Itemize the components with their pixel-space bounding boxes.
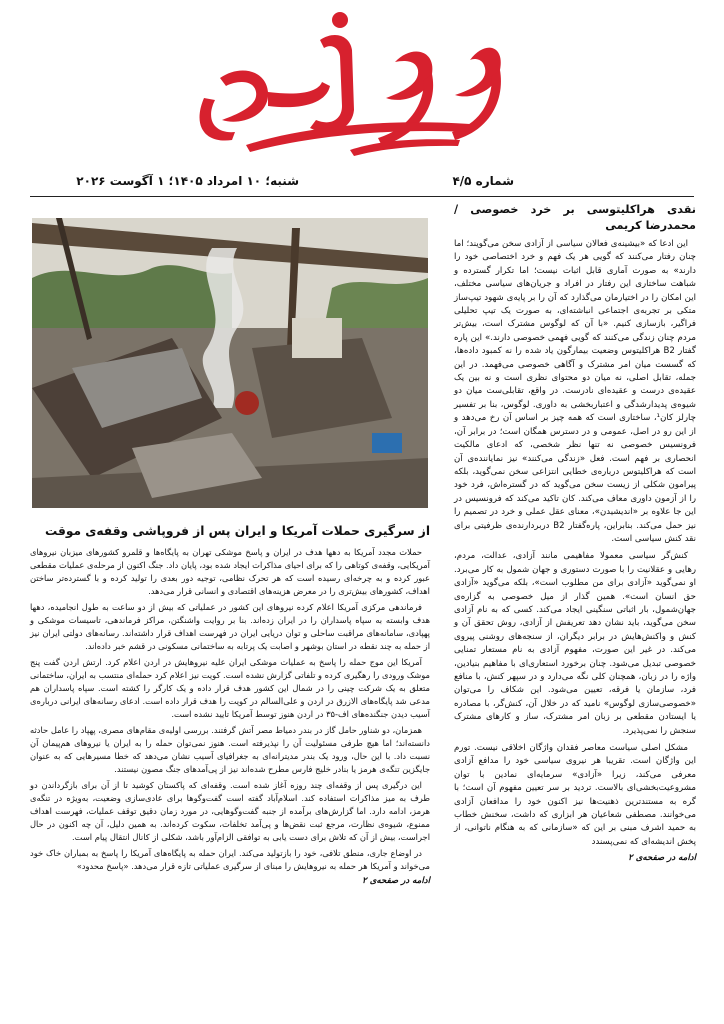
- news-paragraph: در اوضاع جاری، منطق تلافی، خود را بازتولید می‌کند. ایران حمله به پایگاه‌های آمریکا را پاسخ به بمباران خاک خود می‌خواند و آمریکا هر حمله به نیروهایش را مبنای از سرگیری عملیاتی تازه قرار می‌دهد. «پاسخ محدود»: [30, 848, 430, 871]
- news-headline: از سرگیری حملات آمریکا و ایران پس از فروپاشی وقفه‌ی موقت: [44, 524, 430, 538]
- news-continued-link[interactable]: ادامه در صفحه‌ی ۲: [362, 876, 430, 886]
- news-article: [30, 522, 430, 992]
- opinion-headline: نقدی هراکلیتوسی بر خرد خصوصی / محمدرضا کریمی: [454, 203, 696, 232]
- issue-number: شماره ۴/۵: [452, 174, 514, 188]
- header-rule: [30, 196, 694, 197]
- masthead: [0, 0, 724, 172]
- opinion-column: [454, 202, 696, 992]
- opinion-paragraph: کنش‌گر سیاسی معمولا مفاهیمی مانند آزادی، عدالت، مردم، رهایی و عقلانیت را با صورت دستوری و جهان شمول به کار می‌برد. او نمی‌گوید «آزادی برای من مطلوب است»، بلکه می‌گوید «آزادی حق انسان است». همین گذار از میل خصوصی به گزاره‌ی جهان‌شمول، بار اثباتی سنگینی ایجاد می‌کند. کسی که به نام آزادی سخن می‌گوید، باید نشان دهد تعریفش از آزادی، روش تحقق آن و کنش و واکنش‌هایش در برابر دیگران، از سنجه‌های روشنی پیروی می‌کند. در غیر این صورت، مفهوم آزادی به نام مستعار تمنایی خصوصی تبدیل می‌شود. چنان برخورد استعاری‌ای با مفاهیم بنیادین، واژه را در زبان، همچنان کلی نگه می‌دارد و در سپهر کنش، با منافع فرد، سازمان یا فرقه، تعیین می‌شود. این شکاف را می‌توان «خصوصی‌سازی لوگوس» نامید که در خلال آن، کنش‌گر، با مصادره یا ایستادن مقطعی بر زبان امر مشترک، ساز و کارهای مشترک سنجش را نمی‌پذیرد.: [454, 551, 696, 736]
- explosion-debris-photo-icon: [32, 218, 428, 508]
- opinion-paragraph: مشکل اصلی سیاست معاصر فقدان واژگان اخلاقی نیست. تورم این واژگان است. تقریبا هر نیروی سیاسی خود را مدافع آزادی معرفی می‌کند، زیرا «آزادی» سرمایه‌ای نمادین با توان مشروعیت‌بخشی‌ای بالاست. تردید بر سر تعیین مفهوم آن است؛ با گره به مستندترین ذهنیت‌ها نیز اکنون خود را مدافعان آزادی می‌خوانند. مصطفی شعاعیان هر ابزاری که داشت، سخنش خطاب به حمید اشرف مبنی بر این که «سازمانی که به هنگام ناتوانی، از پخش اندیشه‌ای که نمی‌پسندد: [454, 743, 696, 847]
- news-paragraph: این درگیری پس از وقفه‌ای چند روزه آغاز شده است. وقفه‌ای که پاکستان کوشید تا از آن برای بازگرداندن دو طرف به میز مذاکرات استفاده کند. اسلام‌آباد گفته است گفت‌وگوها برای عادی‌سازی وضعیت، به‌ویژه در تنگه‌ی هرمز، ادامه دارد. اما گزارش‌های برآمده از جنبه گفت‌وگوهایی، در مورد زمان دقیق توقف عملیات، فهرست اهداف ممنوع، شیوه‌ی نظارت، مرجع ثبت نقض‌ها و پی‌آمد تخلفات، سکوت کرده‌اند. به همین دلیل، آن چه اکنون در حال اجراست، بیش از آن که تلاش برای دست یابی به توافقی الزام‌آور باشد، شکلی از کانال انتقال پیام است.: [30, 780, 430, 842]
- news-paragraph: حملات مجدد آمریکا به دهها هدف در ایران و پاسخ موشکی تهران به پایگاه‌ها و قلمرو کشورهای میزبان نیروهای آمریکایی، وقفه‌ی کوتاهی را که برای احیای مذاکرات ایجاد شده بود، پایان داد. جنگ اکنون از مرحله‌ی عملیات مقطعی عبور کرده و به چرخه‌ای رسیده است که هر تحرک نظامی، توجیه دور بعدی را تولید کرده و با گسترده‌تر ساختن اهداف، کشورهای بیش‌تری را در معرض هزینه‌های اقتصادی و انسانی قرار می‌دهد.: [30, 547, 430, 596]
- publication-date: شنبه؛ ۱۰ امرداد ۱۴۰۵؛ ۱ آگوست ۲۰۲۶: [76, 174, 299, 188]
- dateline: [0, 172, 724, 194]
- opinion-paragraph: این ادعا که «بیشینه‌ی فعالان سیاسی از آزادی سخن می‌گویند؛ اما چنان رفتار می‌کنند که گویی هر یک فهم و خرد اختصاصی خود را دارند» به صورت آماری قابل اثبات نیست؛ اما تکرار گسترده و شباهت ساختاری این رفتار در افراد و جریان‌های سیاسی مختلف، این امکان را در اختیارمان می‌گذارد که آن را بر پایه‌ی شهود تیپ‌ساز متکی بر تجربه‌ی اجتماعی انباشته‌ای، به صورت یک تیپ تحلیلی فراگیر، بازسازی کنیم. «با آن که لوگوس مشترک است، بیش‌تر مردم چنان زندگی می‌کنند که گویی فهمی خصوصی دارند.» این پاره گفتار B2 هراکلیتوس وضعیت بیمارگون یاد شده را نه کمبود داده‌ها، که گسست میان امر مشترک و آگاهی خصوصی می‌فهمد. در این جمله، تقابل اصلی، نه میان دو محتوای نظری است و نه بین یک عقیده‌ی درست و عقیده‌ای نادرست. در واقع، تقابلی‌ست میان دو شیوه‌ی پدیدارشدگی و اعتباربخشی به داوری. لوگوس، بنا بر تفسیر چارلز کان¹، ساختاری است که همه چیز بر اساس آن رخ می‌دهد و از این رو در اصل، عمومی و در دسترس همگان است؛ در برابر آن، فرونسیس خصوصی نه تنها نظر شخصی، که ادعای مالکیت انحصاری بر فهم است. فعل «زندگی می‌کنند» نیز نمایاننده‌ی آن است که هراکلیتوس درباره‌ی خطایی انتزاعی سخن نمی‌گوید، بلکه پیرامون شکلی از زیست سخن می‌گوید که در گستره‌اش، فرد خود را از آزمون داوری معاف می‌کند. کان تاکید می‌کند که فرونسیس در این جا علاوه بر «اندیشیدن»، معنای عقل عملی و خرد در تصمیم را نیز حمل می‌کند. بنابراین، پاره‌گفتار B2 دربردارنده‌ی ظرفیتی برای نقد کنش سیاسی است.: [454, 239, 696, 544]
- news-paragraph: آمریکا این موج حمله را پاسخ به عملیات موشکی ایران علیه نیروهایش در اردن اعلام کرد. ارتش اردن گفت پنج موشک ورودی را رهگیری کرده و تلفاتی گزارش نشده است. کویت نیز اعلام کرد حمله‌ای منتسب به ایران، ساختمانی متعلق به یک شرکت چینی را در شمال این کشور هدف قرار داده و یک کارگر را کشته است. سپاه پاسداران هم مدعی شد پایگاه‌های الازرق در اردن و علی‌السالم در کویت را هدف قرار داده است. ادعای رسانه‌های ایرانی درباره‌ی آسیب دیدن جنگنده‌های اف-۳۵ در اردن هنوز توسط آمریکا تایید نشده است.: [30, 657, 430, 719]
- opinion-continued-link[interactable]: ادامه در صفحه‌ی ۲: [628, 853, 696, 864]
- masthead-logo: [0, 0, 724, 172]
- news-paragraph: فرماندهی مرکزی آمریکا اعلام کرده نیروهای این کشور در عملیاتی که بیش از دو ساعت به طول انجامیده، دهها هدف وابسته به سپاه پاسداران را در ایران زده‌اند. بنا بر روایت واشنگتن، مراکز فرماندهی، تاسیسات موشکی و پهپادی، سامانه‌های مراقبت ساحلی و توان دریایی ایران در فهرست اهداف قرار داشته‌اند. رسانه‌های دولتی ایران نیز از حمله به چند نقطه در استان بوشهر و اصابت یک پرتابه به ساختمانی مسکونی در قشم خبر داده‌اند.: [30, 602, 430, 651]
- news-paragraph: همزمان، دو شناور حامل گاز در بندر دمیاط مصر آتش گرفتند. بررسی اولیه‌ی مقام‌های مصری، پهپاد را عامل حادثه دانسته‌اند؛ اما هیچ طرفی مسئولیت آن را نپذیرفته است. هنوز نمی‌توان حمله را به ایران یا نیروهای هم‌پیمان آن نسبت داد. با این حال، ورود یک بندر مدیترانه‌ای به جغرافیای آسیب نشان می‌دهد که خطا مسیرهایی که به عنوان جایگزین تنگه‌ی هرمز یا بنادر خلیج فارس مطرح شده‌اند نیز از پی‌آمدهای جنگ مصون نیستند.: [30, 725, 430, 774]
- news-photo: [32, 218, 428, 508]
